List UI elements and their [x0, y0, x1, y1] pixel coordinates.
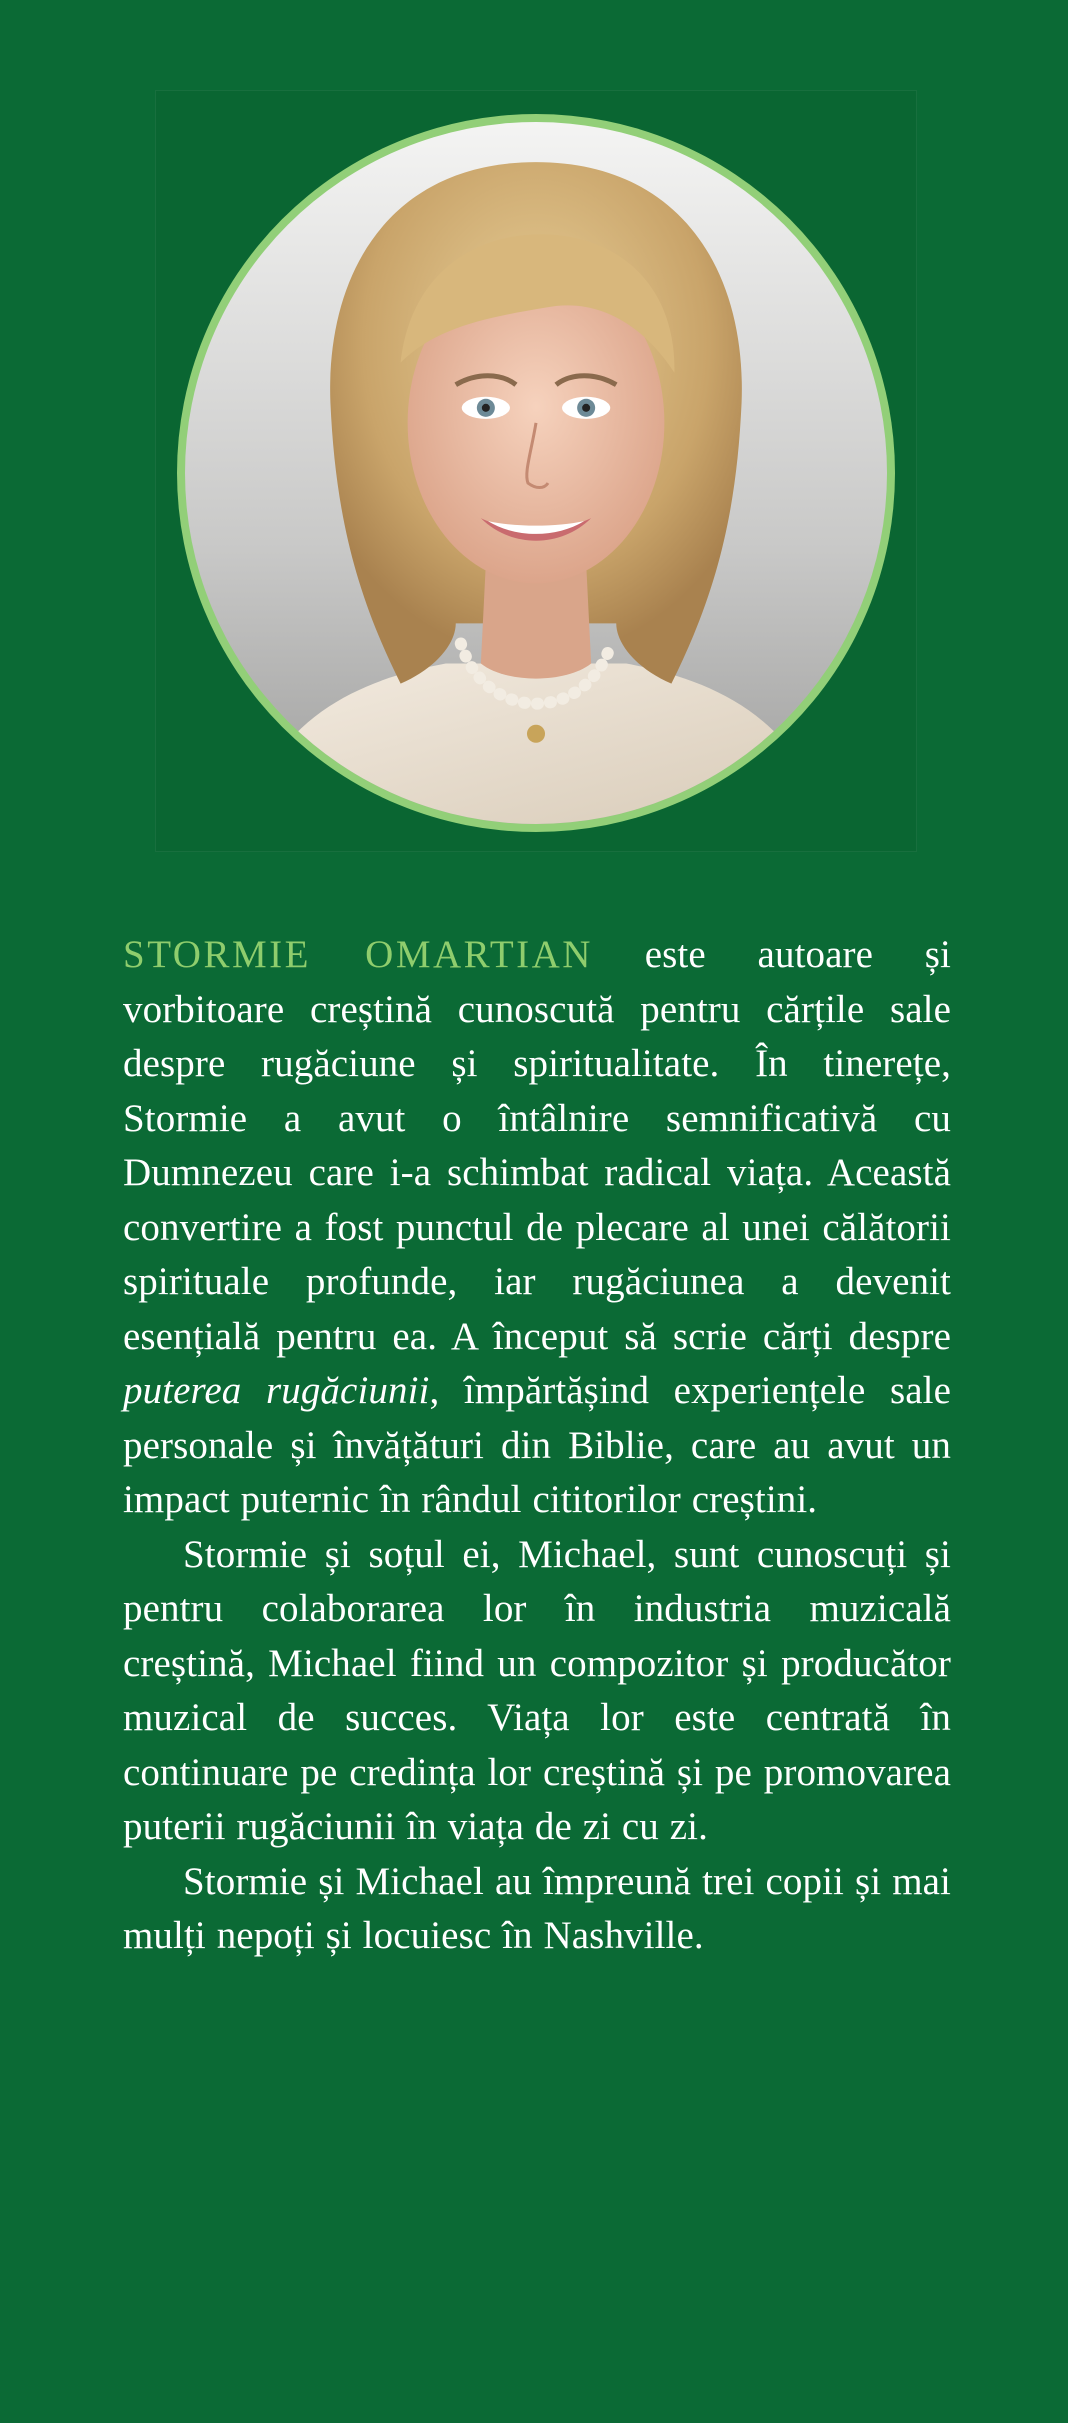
bio-paragraph-1-text: este autoare și vorbitoare creștină cunoscută pentru cărțile sale despre rugăciune și spiritualitate. În tinerețe, Stormie a avut o întâlnire semnificativă cu Dumnezeu care i-a schimbat radical viața. Această convertire a fost punctul de plecare al unei călătorii spirituale profunde, iar rugăciunea a devenit esențială pentru ea. A început să scrie cărți despre	[123, 933, 951, 1358]
author-portrait	[177, 114, 895, 832]
bio-paragraph-1-italic: puterea rugăciunii	[123, 1369, 430, 1412]
bio-paragraph-1	[123, 928, 951, 1528]
bio-paragraph-1-end: , împărtășind experiențele sale personale și învățături din Biblie, care au avut un impact puternic în rândul cititorilor creștini.	[123, 1369, 952, 1521]
bio-paragraph-2: Stormie și soțul ei, Michael, sunt cunoscuți și pentru colaborarea lor în industria muzicală creștină, Michael fiind un compozitor și producător muzical de succes. Viața lor este centrată în continuare pe credința lor creștină și pe promovarea puterii rugăciunii în viața de zi cu zi.	[123, 1532, 951, 1848]
bio-paragraph-3: Stormie și Michael au împreună trei copii și mai mulți nepoți și locuiesc în Nashville.	[123, 1859, 951, 1957]
author-bio	[123, 928, 951, 1964]
author-name: STORMIE OMARTIAN	[123, 933, 593, 976]
photo-frame	[155, 90, 917, 852]
author-portrait-photo-icon	[185, 122, 887, 824]
